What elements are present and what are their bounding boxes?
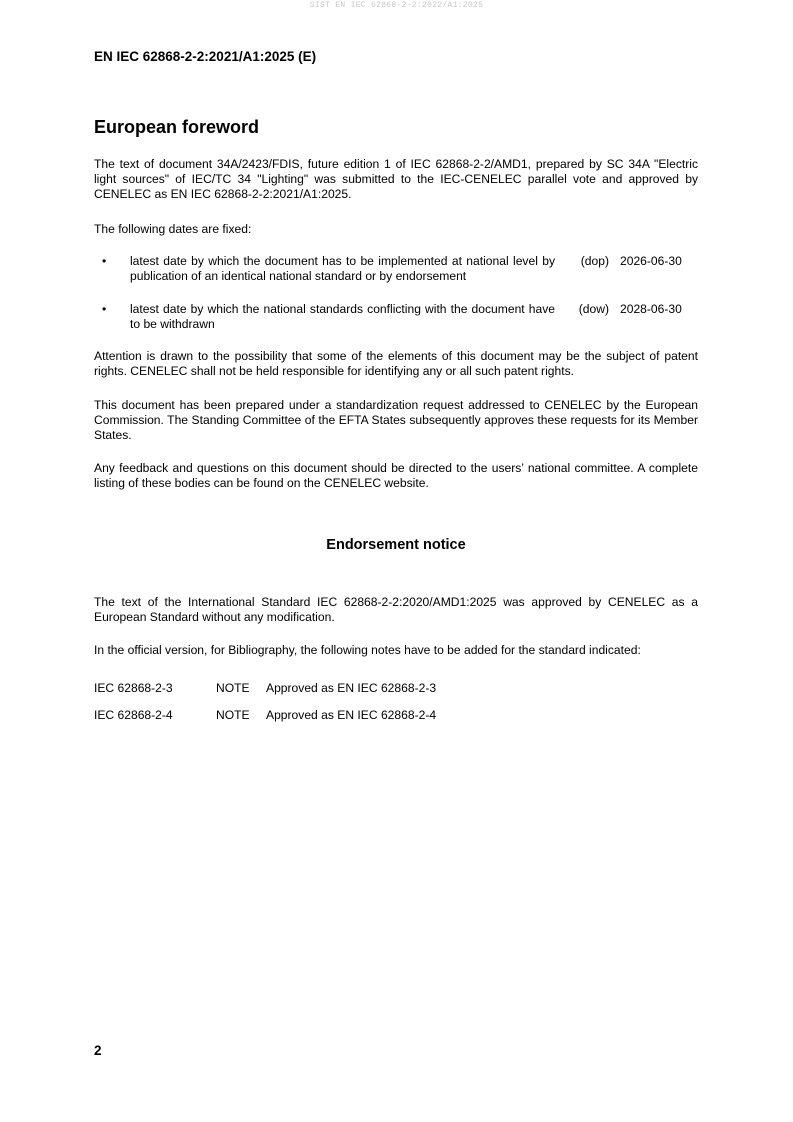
date-item-dop <box>94 254 698 286</box>
bibliography-note <box>94 708 698 724</box>
watermark: SIST EN IEC 62868-2-2:2022/A1:2025 <box>309 1 484 10</box>
date-item-text: latest date by which the document has to be implemented at national level by publication of an identical national standard or by endorsement <box>130 254 555 284</box>
date-item-code: (dop) <box>580 254 609 268</box>
foreword-paragraph-3: Attention is drawn to the possibility that some of the elements of this document may be the subject of patent rights. CENELEC shall not be held responsible for identifying any or all such patent rights. <box>94 349 698 379</box>
date-item-code: (dow) <box>578 302 609 316</box>
endorsement-paragraph-2: In the official version, for Bibliography, the following notes have to be added for the standard indicated: <box>94 643 641 657</box>
note-text: Approved as EN IEC 62868-2-4 <box>266 708 437 722</box>
date-item-date: 2026-06-30 <box>620 254 682 268</box>
note-label: NOTE <box>216 681 250 695</box>
note-standard: IEC 62868-2-4 <box>94 708 173 722</box>
note-text: Approved as EN IEC 62868-2-3 <box>266 681 437 695</box>
bullet-icon: • <box>102 254 107 268</box>
note-label: NOTE <box>216 708 250 722</box>
foreword-paragraph-1: The text of document 34A/2423/FDIS, future edition 1 of IEC 62868-2-2/AMD1, prepared by SC 34A "Electric light sources" of IEC/TC 34 "Lighting" was submitted to the IEC-CENELEC parallel vote and approved by CENELEC as EN IEC 62868-2-2:2021/A1:2025. <box>94 157 698 202</box>
endorsement-paragraph-1: The text of the International Standard IEC 62868-2-2:2020/AMD1:2025 was approved by CENELEC as a European Standard without any modification. <box>94 595 698 625</box>
foreword-paragraph-5: Any feedback and questions on this document should be directed to the users’ national committee. A complete listing of these bodies can be found on the CENELEC website. <box>94 461 698 491</box>
page-number: 2 <box>94 1043 102 1058</box>
foreword-paragraph-4: This document has been prepared under a standardization request addressed to CENELEC by the European Commission. The Standing Committee of the EFTA States subsequently approves these requests for its Member States. <box>94 398 698 443</box>
bibliography-note <box>94 681 698 697</box>
foreword-paragraph-2: The following dates are fixed: <box>94 222 252 236</box>
date-item-date: 2028-06-30 <box>620 302 682 316</box>
foreword-title: European foreword <box>94 117 260 137</box>
date-item-text: latest date by which the national standards conflicting with the document have to be withdrawn <box>130 302 555 332</box>
date-item-dow <box>94 302 698 334</box>
document-id: EN IEC 62868-2-2:2021/A1:2025 (E) <box>94 49 317 64</box>
bullet-icon: • <box>102 302 107 316</box>
note-standard: IEC 62868-2-3 <box>94 681 173 695</box>
endorsement-title: Endorsement notice <box>326 537 466 553</box>
